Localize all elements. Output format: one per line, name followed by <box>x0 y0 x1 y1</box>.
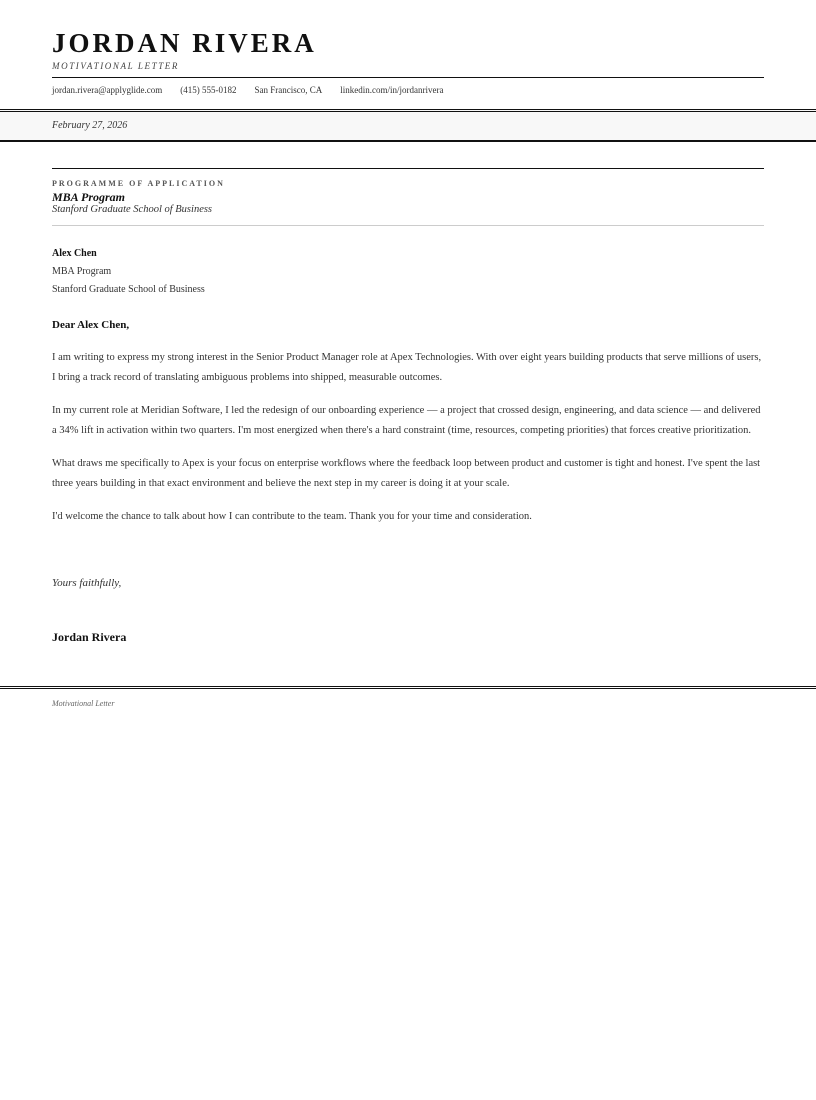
recipient-name: Alex Chen <box>52 248 97 259</box>
salutation: Dear Alex Chen, <box>52 319 130 331</box>
programme-title: MBA Program <box>52 190 126 204</box>
closing: Yours faithfully, <box>52 577 122 589</box>
applicant-name: JORDAN RIVERA <box>52 28 317 58</box>
letter-body <box>52 348 764 541</box>
recipient-organization: Stanford Graduate School of Business <box>52 284 205 295</box>
programme-divider <box>52 225 764 226</box>
letter-header <box>0 0 816 96</box>
recipient-department: MBA Program <box>52 266 112 277</box>
footer-divider <box>0 686 816 689</box>
body-paragraph: In my current role at Meridian Software, I led the redesign of our onboarding experience — a project that crossed design, engineering, and data science — and delivered a 34% lift in activation within two quarters. I'm most energized when there's a hard constraint (time, resources, competing priorities) that forces creative prioritization. <box>52 405 761 436</box>
programme-label: PROGRAMME OF APPLICATION <box>52 179 225 188</box>
document-subtitle: MOTIVATIONAL LETTER <box>52 61 179 71</box>
header-divider <box>52 77 764 78</box>
contact-email: jordan.rivera@applyglide.com <box>52 85 163 95</box>
body-paragraph: I'd welcome the chance to talk about how I can contribute to the team. Thank you for your time and consideration. <box>52 511 532 522</box>
contact-info <box>52 84 764 96</box>
programme-school: Stanford Graduate School of Business <box>52 204 213 215</box>
body-paragraph: I am writing to express my strong interest in the Senior Product Manager role at Apex Technologies. With over eight years building products that serve millions of users, I bring a track record of translating ambiguous problems into shipped, measurable outcomes. <box>52 352 762 383</box>
body-paragraph: What draws me specifically to Apex is your focus on enterprise workflows where the feedback loop between product and customer is tight and honest. I've spent the last three years building in that exact environment and believe the next step in my career is doing it at your scale. <box>52 458 761 489</box>
letter-date: February 27, 2026 <box>52 120 128 131</box>
recipient-block <box>52 245 205 299</box>
contact-phone: (415) 555-0182 <box>180 85 237 95</box>
signature: Jordan Rivera <box>52 630 127 644</box>
date-band <box>0 109 816 142</box>
contact-location: San Francisco, CA <box>254 85 323 95</box>
footer-label: Motivational Letter <box>52 699 115 708</box>
programme-section <box>52 168 764 226</box>
contact-linkedin: linkedin.com/in/jordanrivera <box>340 85 444 95</box>
